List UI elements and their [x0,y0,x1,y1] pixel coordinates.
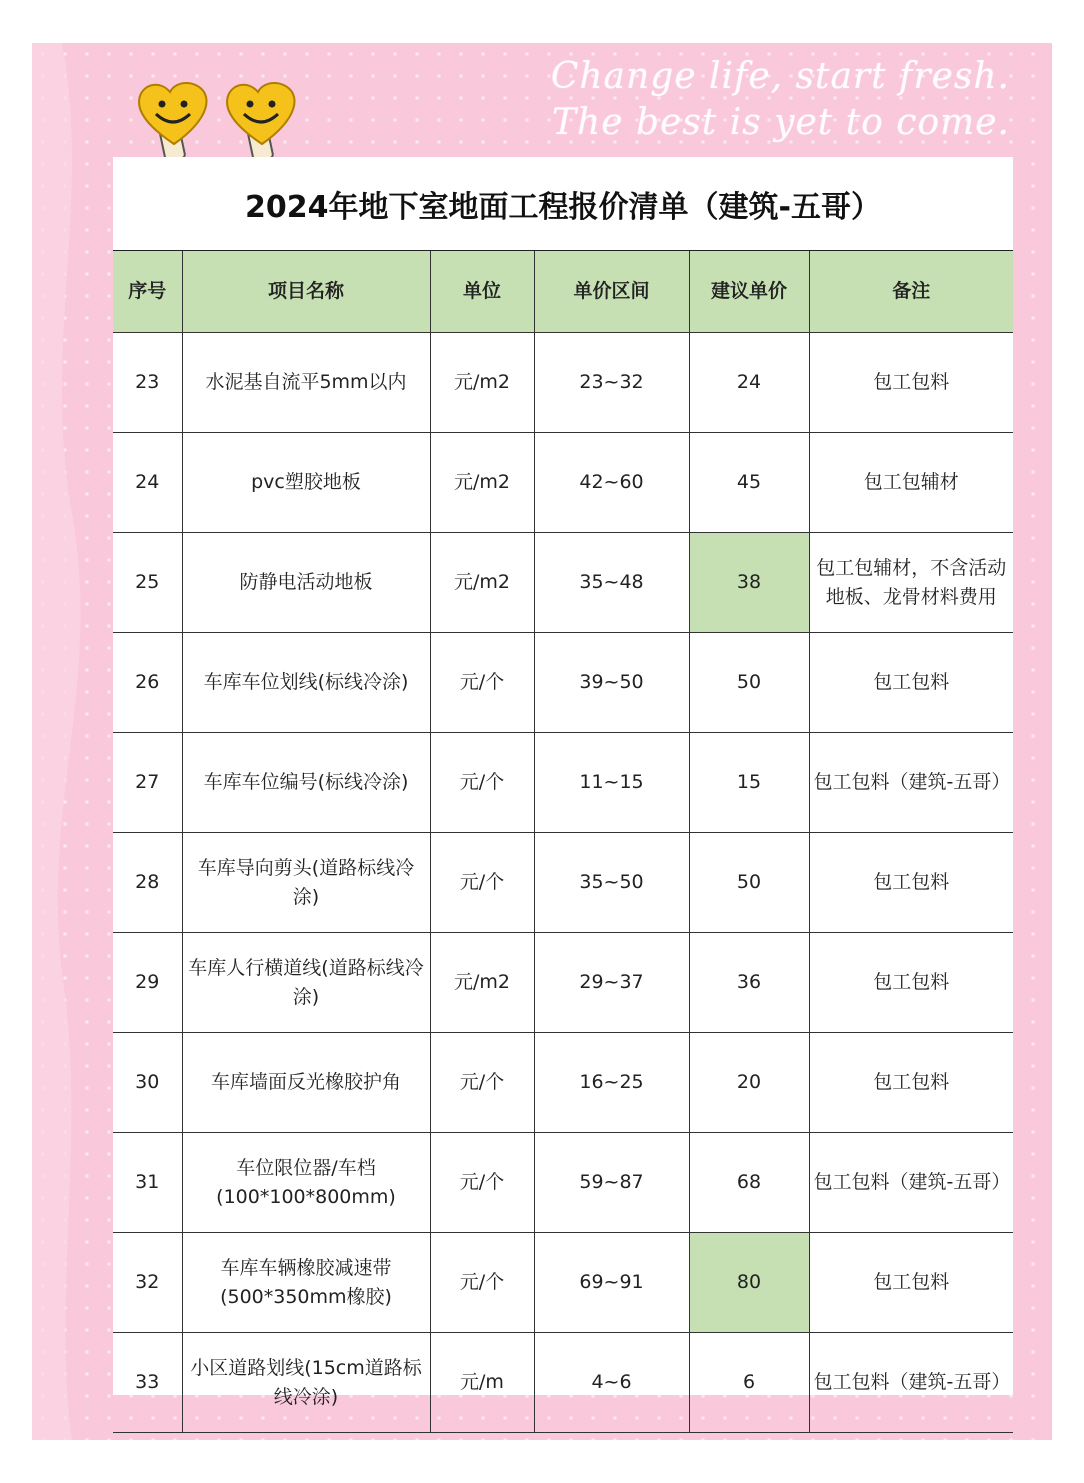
cell-note: 包工包料（建筑-五哥） [809,1333,1013,1433]
cell-unit: 元/m2 [430,933,534,1033]
table-header-row [113,251,1013,333]
cell-name: 水泥基自流平5mm以内 [182,333,430,433]
cell-no: 28 [113,833,182,933]
cell-note: 包工包料（建筑-五哥） [809,1133,1013,1233]
table-row [113,933,1013,1033]
cell-unit: 元/个 [430,1233,534,1333]
cell-unit: 元/个 [430,1133,534,1233]
cell-name: 小区道路划线(15cm道路标线冷涂) [182,1333,430,1433]
cell-range: 23~32 [534,333,689,433]
cell-note: 包工包料 [809,333,1013,433]
cell-price: 50 [689,833,809,933]
cell-range: 59~87 [534,1133,689,1233]
cell-note: 包工包料 [809,833,1013,933]
cell-price: 15 [689,733,809,833]
cell-note: 包工包辅材，不含活动地板、龙骨材料费用 [809,533,1013,633]
cell-range: 69~91 [534,1233,689,1333]
cell-unit: 元/m [430,1333,534,1433]
cell-no: 31 [113,1133,182,1233]
cell-note: 包工包料 [809,633,1013,733]
cell-no: 29 [113,933,182,1033]
page-title: 2024年地下室地面工程报价清单（建筑-五哥） [113,157,1013,251]
cell-no: 33 [113,1333,182,1433]
quote-line-1: Change life, start fresh. [550,56,1010,97]
smiley-heart-icon [134,78,214,160]
cell-unit: 元/m2 [430,333,534,433]
cell-unit: 元/m2 [430,533,534,633]
cell-name: pvc塑胶地板 [182,433,430,533]
cell-name: 防静电活动地板 [182,533,430,633]
column-header-no: 序号 [113,251,182,333]
cell-price: 68 [689,1133,809,1233]
cell-name: 车位限位器/车档(100*100*800mm) [182,1133,430,1233]
table-row [113,433,1013,533]
cell-price: 80 [689,1233,809,1333]
cell-price: 6 [689,1333,809,1433]
column-header-price: 建议单价 [689,251,809,333]
smiley-heart-icon [222,78,302,160]
cell-price: 45 [689,433,809,533]
cell-name: 车库导向剪头(道路标线冷涂) [182,833,430,933]
cell-note: 包工包料 [809,1033,1013,1133]
table-row [113,1033,1013,1133]
cell-price: 24 [689,333,809,433]
column-header-unit: 单位 [430,251,534,333]
price-table [113,251,1013,1433]
column-header-range: 单价区间 [534,251,689,333]
cell-note: 包工包辅材 [809,433,1013,533]
column-header-note: 备注 [809,251,1013,333]
cell-price: 36 [689,933,809,1033]
cell-range: 35~50 [534,833,689,933]
cell-note: 包工包料 [809,1233,1013,1333]
table-row [113,733,1013,833]
cell-range: 42~60 [534,433,689,533]
table-row [113,633,1013,733]
cell-no: 24 [113,433,182,533]
cell-unit: 元/m2 [430,433,534,533]
cell-no: 27 [113,733,182,833]
cell-no: 32 [113,1233,182,1333]
cell-unit: 元/个 [430,833,534,933]
column-header-name: 项目名称 [182,251,430,333]
cell-name: 车库车位编号(标线冷涂) [182,733,430,833]
cell-unit: 元/个 [430,633,534,733]
price-sheet [113,157,1013,1408]
table-row [113,1133,1013,1233]
wave-decoration [32,43,122,1440]
quote-line-2: The best is yet to come. [552,102,1010,143]
cell-unit: 元/个 [430,1033,534,1133]
table-row [113,333,1013,433]
cell-range: 39~50 [534,633,689,733]
cell-range: 29~37 [534,933,689,1033]
table-row [113,1333,1013,1433]
cell-range: 35~48 [534,533,689,633]
cell-range: 16~25 [534,1033,689,1133]
table-row [113,833,1013,933]
cell-range: 11~15 [534,733,689,833]
cell-name: 车库墙面反光橡胶护角 [182,1033,430,1133]
cell-note: 包工包料 [809,933,1013,1033]
cell-no: 23 [113,333,182,433]
cell-range: 4~6 [534,1333,689,1433]
cell-name: 车库人行横道线(道路标线冷涂) [182,933,430,1033]
cell-name: 车库车辆橡胶减速带(500*350mm橡胶) [182,1233,430,1333]
cell-name: 车库车位划线(标线冷涂) [182,633,430,733]
cell-no: 26 [113,633,182,733]
cell-no: 25 [113,533,182,633]
cell-price: 20 [689,1033,809,1133]
cell-no: 30 [113,1033,182,1133]
cell-price: 50 [689,633,809,733]
table-row [113,533,1013,633]
cell-note: 包工包料（建筑-五哥） [809,733,1013,833]
cell-unit: 元/个 [430,733,534,833]
cell-price: 38 [689,533,809,633]
table-row [113,1233,1013,1333]
